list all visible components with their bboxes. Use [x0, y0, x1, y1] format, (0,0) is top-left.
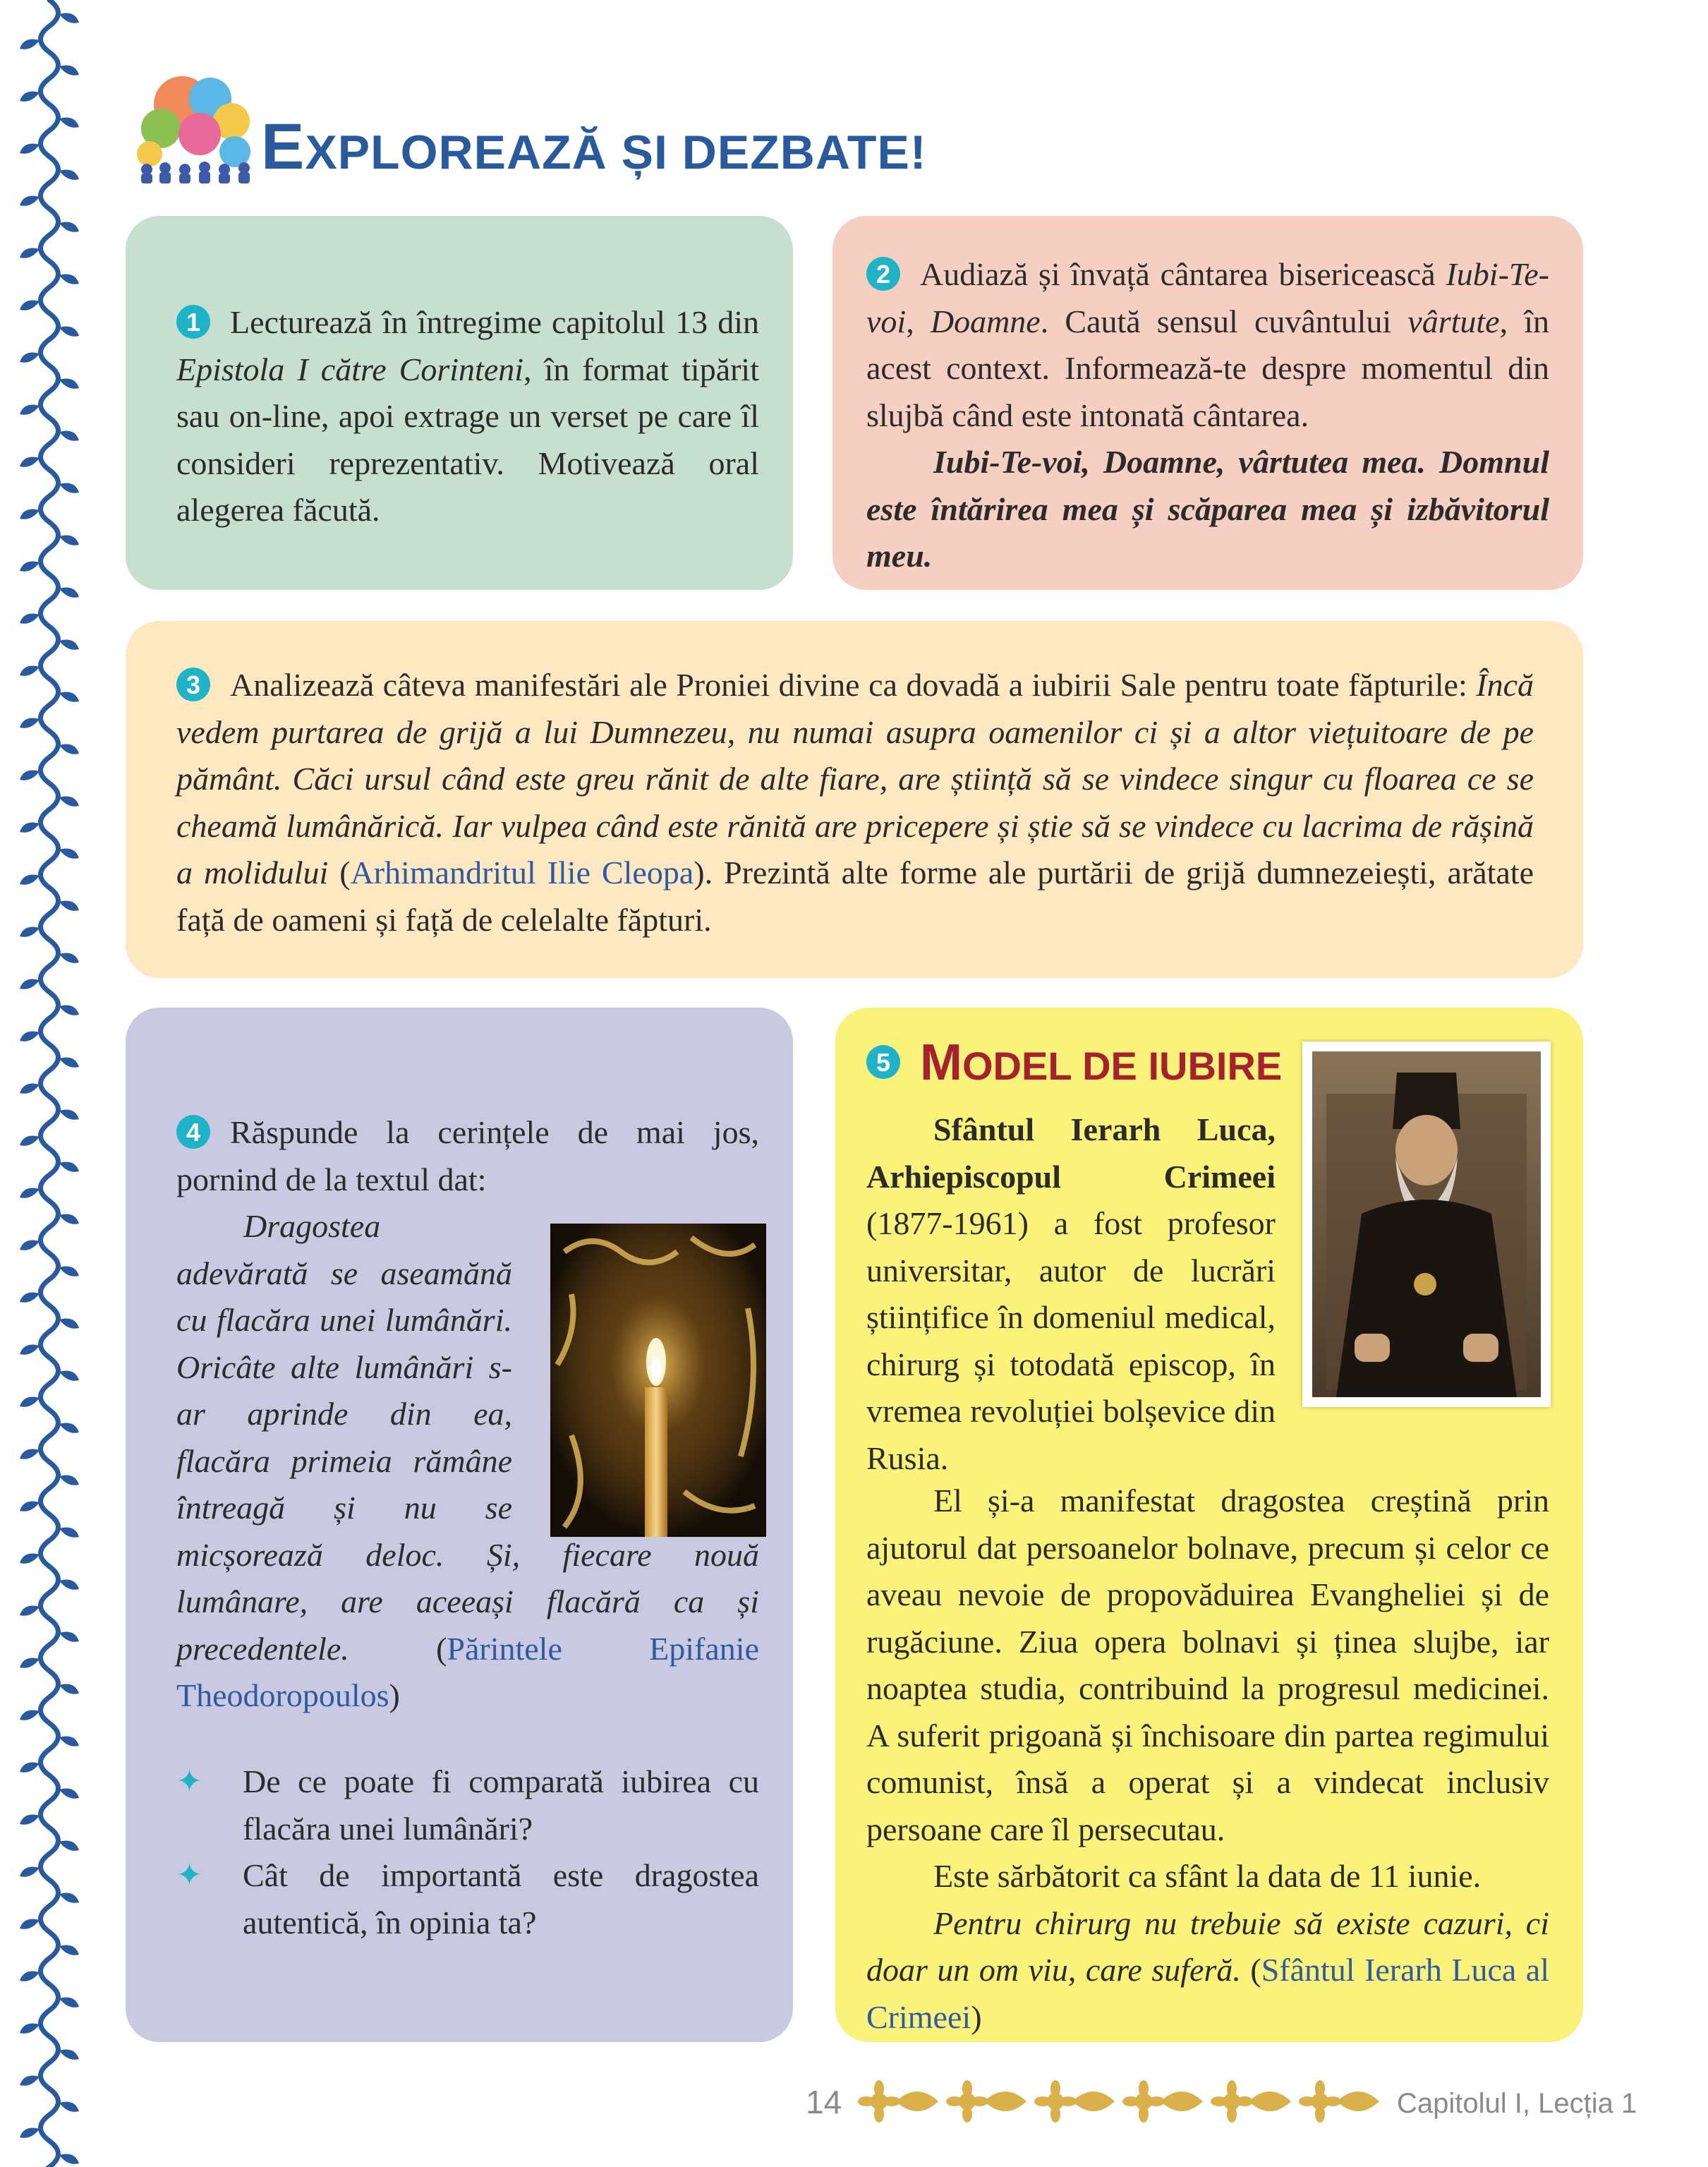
exercise-1-part-b: , în format tipărit sau on-line, apoi extrage un verset pe care îl consideri reprezentativ. Motivează oral alegerea făcută.	[176, 351, 759, 528]
exercise-4-text	[176, 1109, 759, 1203]
number-badge-3: 3	[176, 668, 210, 701]
exercise-3-part-a: Analizează câteva manifestări ale Proniei divine ca dovadă a iubirii Sale pentru toate făpturile:	[230, 667, 1477, 703]
floral-ornament	[851, 2073, 1387, 2130]
chapter-label: Capitolul I, Lecția 1	[1397, 2088, 1637, 2119]
model-body	[866, 1478, 1549, 2041]
page-title	[261, 104, 926, 189]
bishop-portrait-photo	[1302, 1042, 1551, 1407]
exercise-1-italic: Epistola I către Corinteni	[176, 351, 524, 387]
exercise-3-text	[176, 662, 1534, 943]
exercise-1-part-a: Lecturează în întregime capitolul 13 din	[230, 304, 759, 340]
exercise-2-italic-1: Iubi-Te-voi	[866, 256, 1549, 339]
model-title-rest: ODEL DE IUBIRE	[962, 1044, 1283, 1088]
saint-bio: (1877-1961) a fost profesor universitar, autor de lucrări științifice în domeniul medical, chirurg și totodată episcop, în vremea revoluției bolșevice din Rusia.	[866, 1205, 1276, 1476]
exercise-2-italic-2: Doamne	[930, 303, 1041, 339]
number-badge-5: 5	[866, 1045, 900, 1079]
exercise-4-quote-close: )	[389, 1677, 400, 1713]
exercise-4-quote-open: (	[349, 1630, 447, 1667]
exercise-4-quote: Dragostea adevărată se aseamănă cu flacăra unei lumânări. Oricâte alte lumânări s-ar aprinde din ea, flacăra primeia rămâne întreagă și nu se micșorează deloc. Și, fiecare nouă lumânare, are aceeași flacără ca și precedentele.	[176, 1208, 759, 1667]
exercise-2-part-d: . Caută sensul cuvântului	[1040, 303, 1408, 339]
page-title-rest: XPLOREAZĂ ȘI DEZBATE!	[305, 126, 927, 179]
exercise-4-questions	[176, 1758, 759, 1946]
model-quote: Pentru chirurg nu trebuie să existe cazuri, ci doar un om viu, care suferă.	[866, 1905, 1549, 1988]
star-bullet-icon: ✦	[176, 1763, 202, 1799]
exercise-3-part-c: ). Prezintă alte forme ale purtării de grijă dumnezeiești, arătate față de oameni și față de celelalte făpturi.	[176, 855, 1534, 938]
decorative-vine-border	[0, 0, 106, 2167]
model-quote-close: )	[971, 1998, 982, 2035]
question-text-2: Cât de importantă este dragostea autentică, în opinia ta?	[243, 1857, 759, 1940]
exercise-2-italic-3: vârtute	[1407, 303, 1500, 339]
exercise-2-text	[866, 251, 1549, 580]
exercise-3-quote: Încă vedem purtarea de grijă a lui Dumnezeu, nu numai asupra oamenilor ci și a altor viețuitoare de pe pământ. Căci ursul când este greu rănit de alte fiare, are știință să se vindece singur cu floarea ce se cheamă lumânărică. Iar vulpea când este rănită are pricepere și știe să se vindece cu lacrima de rășină a molidului	[176, 667, 1534, 891]
model-title	[866, 1034, 1282, 1091]
exercise-4-prompt: Răspunde la cerințele de mai jos, pornind de la textul dat:	[176, 1114, 759, 1197]
model-quote-open: (	[1240, 1952, 1261, 1988]
question-item	[176, 1852, 759, 1946]
saint-name: Sfântul Ierarh Luca, Arhiepiscopul Crimeei	[866, 1111, 1276, 1195]
exercise-3-part-b: (	[328, 855, 351, 891]
model-intro	[866, 1106, 1276, 1482]
model-quote-source: Sfântul Ierarh Luca al Crimeei	[866, 1952, 1549, 2035]
exercise-4-quote-block	[176, 1203, 759, 1720]
page-number: 14	[806, 2084, 842, 2120]
model-paragraph-3: Este sărbătorit ca sfânt la data de 11 iunie.	[933, 1858, 1482, 1894]
speech-bubbles-icon	[133, 71, 258, 183]
exercise-2-part-e: , în acest context. Informează-te despre momentul din slujbă când este intonată cântarea.	[866, 303, 1550, 433]
star-bullet-icon: ✦	[176, 1857, 202, 1893]
exercise-2-part-c: ,	[906, 303, 931, 339]
model-title-initial: M	[920, 1034, 962, 1091]
exercise-2-quote: Iubi-Te-voi, Doamne, vârtutea mea. Domnul este întărirea mea și scăparea mea și izbăvitorul meu.	[866, 444, 1549, 574]
exercise-4-source: Părintele Epifanie Theodoropoulos	[176, 1630, 759, 1713]
question-text-1: De ce poate fi comparată iubirea cu flacăra unei lumânări?	[243, 1763, 759, 1847]
exercise-2-part-a: Audiază și învață cântarea bisericească	[920, 256, 1446, 292]
number-badge-1: 1	[176, 305, 210, 339]
number-badge-4: 4	[176, 1115, 210, 1149]
exercise-1-text	[176, 299, 759, 534]
exercise-3-source: Arhimandritul Ilie Cleopa	[350, 855, 694, 891]
model-paragraph-2: El și-a manifestat dragostea creștină prin ajutorul dat persoanelor bolnave, precum și celor ce aveau nevoie de propovăduirea Evangheliei și de rugăciune. Ziua opera bolnavi și ținea slujbe, iar noaptea studia, contribuind la progresul medicinei. A suferit prigoană și închisoare din partea regimului comunist, însă a operat și a vindecat inclusiv persoane care îl persecutau.	[866, 1483, 1549, 1847]
number-badge-2: 2	[866, 257, 900, 291]
question-item	[176, 1758, 759, 1852]
page-title-initial: E	[261, 111, 305, 183]
